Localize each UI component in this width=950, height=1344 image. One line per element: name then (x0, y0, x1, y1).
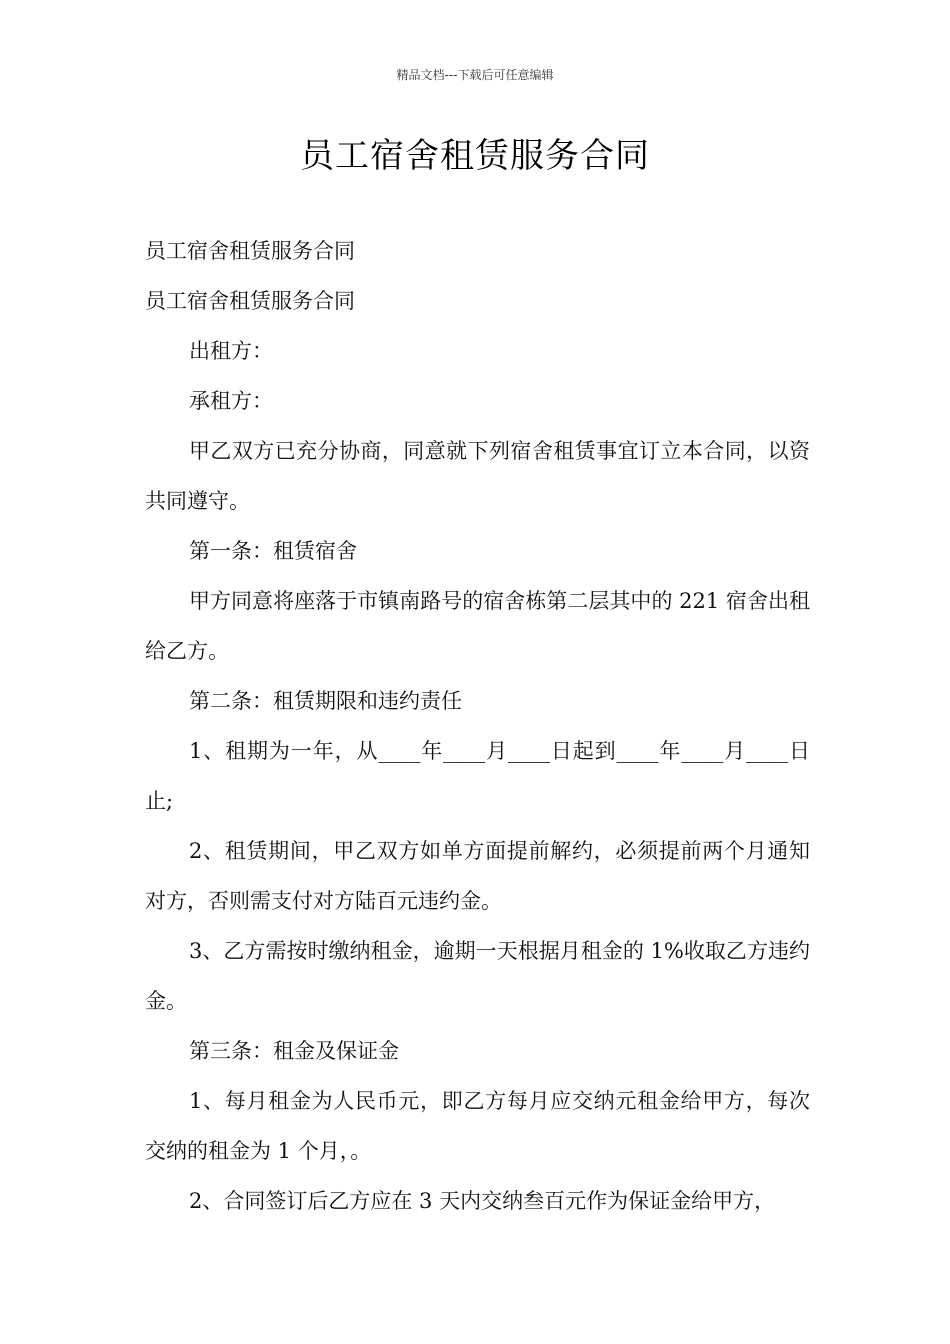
document-title: 员工宿舍租赁服务合同 (300, 136, 650, 176)
paragraph-lessee: 承租方： (189, 389, 273, 413)
article-2-item-2: 2、租赁期间，甲乙双方如单方面提前解约，必须提前两个月通知对方，否则需支付对方陆百元违约金。 (145, 839, 810, 913)
article-1-body: 甲方同意将座落于市镇南路号的宿舍栋第二层其中的 221 宿舍出租给乙方。 (145, 589, 810, 663)
document-body (145, 226, 810, 1226)
article-3-heading: 第三条：租金及保证金 (189, 1039, 399, 1063)
article-2-item-3: 3、乙方需按时缴纳租金，逾期一天根据月租金的 1%收取乙方违约金。 (145, 939, 810, 1013)
article-2-item-1: 1、租期为一年，从____年____月____日起到____年____月____日止; (145, 739, 811, 813)
paragraph-subtitle-1: 员工宿舍租赁服务合同 (145, 239, 355, 263)
header-note: 精品文档---下载后可任意编辑 (396, 68, 554, 82)
paragraph-subtitle-2: 员工宿舍租赁服务合同 (145, 289, 355, 313)
article-2-heading: 第二条：租赁期限和违约责任 (189, 689, 462, 713)
paragraph-lessor: 出租方： (189, 339, 273, 363)
article-1-heading: 第一条：租赁宿舍 (189, 539, 357, 563)
paragraph-preamble: 甲乙双方已充分协商，同意就下列宿舍租赁事宜订立本合同，以资共同遵守。 (145, 439, 810, 513)
article-3-item-2: 2、合同签订后乙方应在 3 天内交纳叁百元作为保证金给甲方， (189, 1189, 776, 1213)
article-3-item-1: 1、每月租金为人民币元，即乙方每月应交纳元租金给甲方，每次交纳的租金为 1 个月，。 (145, 1089, 810, 1163)
